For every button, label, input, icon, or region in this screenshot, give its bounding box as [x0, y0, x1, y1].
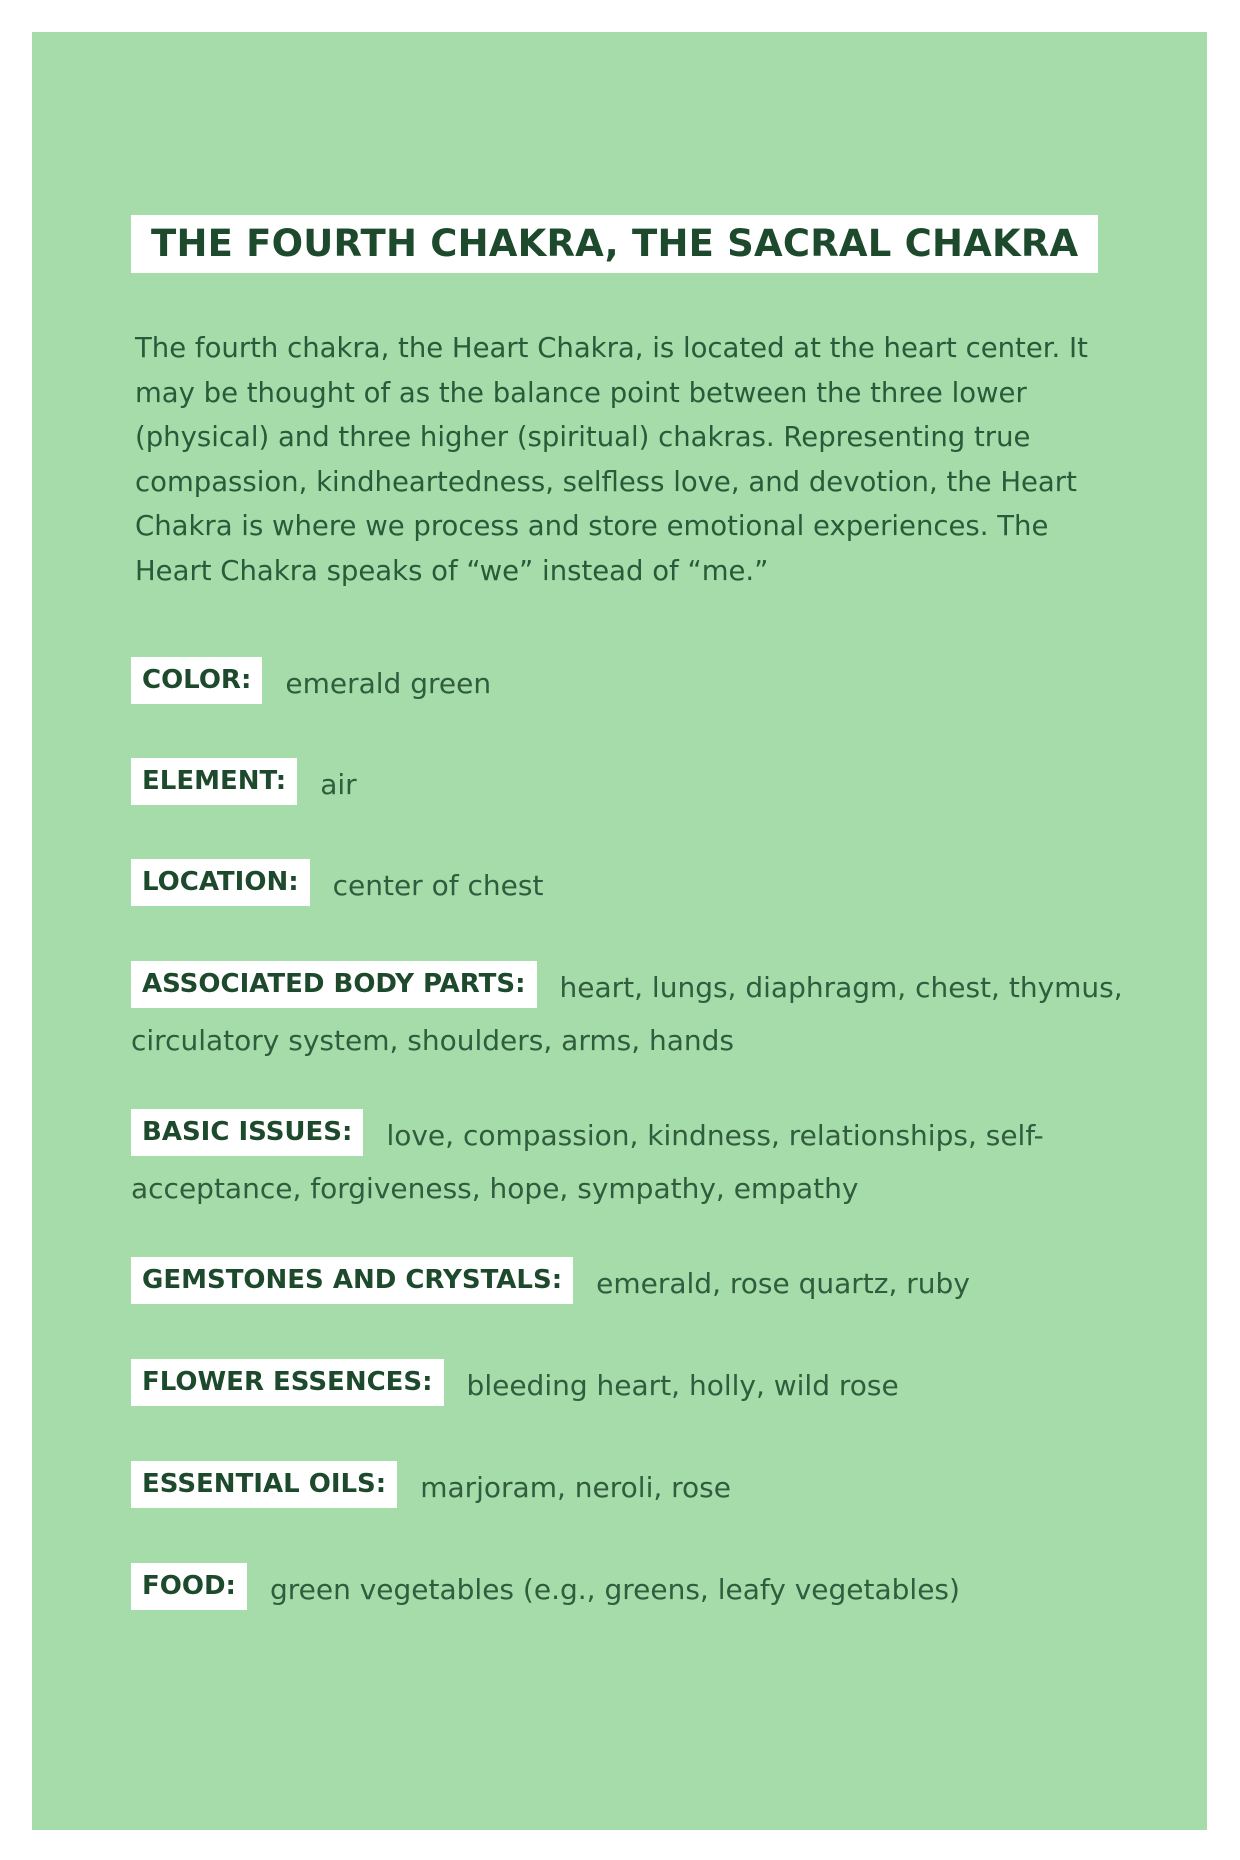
field-label: ASSOCIATED BODY PARTS: — [131, 961, 537, 1008]
field-label: FLOWER ESSENCES: — [131, 1359, 444, 1406]
chakra-card — [32, 32, 1207, 1830]
field-label: ESSENTIAL OILS: — [131, 1461, 397, 1508]
field-basic-issues — [131, 1109, 1141, 1215]
field-color — [131, 657, 1141, 710]
intro-paragraph: The fourth chakra, the Heart Chakra, is located at the heart center. It may be thought of as the balance point between the three lower (physical) and three higher (spiritual) chakras. Representing true compassion, kindheartedness, selfless love, and devotion, the Heart Chakra is where we process and store emotional experiences. The Heart Chakra speaks of “we” instead of “me.” — [135, 332, 1088, 587]
field-value: center of chest — [332, 869, 544, 902]
field-value: emerald, rose quartz, ruby — [596, 1267, 970, 1300]
field-value: air — [320, 768, 357, 801]
field-essential-oils — [131, 1461, 1141, 1514]
field-label: COLOR: — [131, 657, 262, 704]
field-value: heart, lungs, diaphragm, chest, thymus, circulatory system, shoulders, arms, hands — [131, 971, 1123, 1057]
field-gemstones-and-crystals — [131, 1257, 1141, 1310]
field-value: bleeding heart, holly, wild rose — [466, 1369, 899, 1402]
field-label: LOCATION: — [131, 859, 310, 906]
page-title: THE FOURTH CHAKRA, THE SACRAL CHAKRA — [131, 215, 1098, 273]
field-label: ELEMENT: — [131, 758, 297, 805]
field-label: FOOD: — [131, 1563, 247, 1610]
field-value: green vegetables (e.g., greens, leafy vegetables) — [269, 1573, 960, 1606]
field-associated-body-parts — [131, 961, 1141, 1067]
field-value: marjoram, neroli, rose — [420, 1471, 731, 1504]
field-value: emerald green — [285, 667, 492, 700]
field-food — [131, 1563, 1141, 1616]
field-element — [131, 758, 1141, 811]
field-flower-essences — [131, 1359, 1141, 1412]
field-value: love, compassion, kindness, relationships, self-acceptance, forgiveness, hope, sympathy, empathy — [131, 1119, 1044, 1205]
field-label: BASIC ISSUES: — [131, 1109, 363, 1156]
field-label: GEMSTONES AND CRYSTALS: — [131, 1257, 573, 1304]
field-location — [131, 859, 1141, 912]
